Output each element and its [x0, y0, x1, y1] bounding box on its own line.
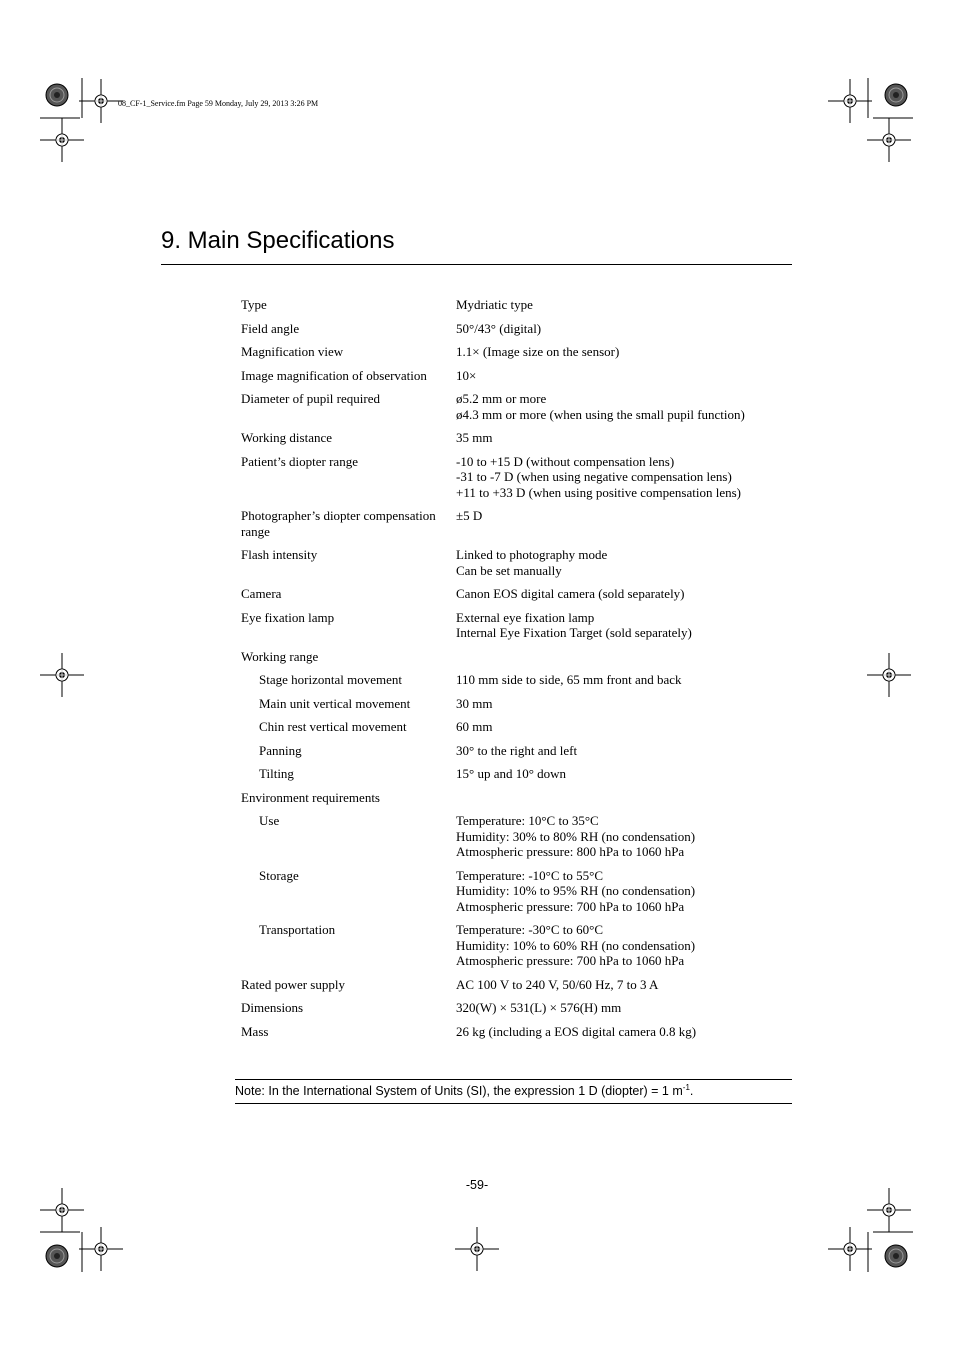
spec-value-line: Linked to photography mode: [456, 547, 608, 562]
spec-value-line: External eye fixation lamp: [456, 609, 595, 625]
spec-label: Stage horizontal movement: [259, 672, 402, 687]
spec-value-line: ø4.3 mm or more (when using the small pupil function): [456, 406, 745, 422]
registration-crosshair-icon: [455, 1227, 499, 1271]
spec-label: Rated power supply: [241, 976, 345, 992]
spec-label: Transportation: [259, 922, 336, 937]
spec-value-line: 50°/43° (digital): [456, 320, 542, 336]
registration-crosshair-icon: [828, 1227, 872, 1271]
spec-label: Working range: [241, 648, 319, 664]
spec-label: Dimensions: [241, 1000, 304, 1015]
registration-crosshair-icon: [79, 1227, 123, 1271]
spec-label: Mass: [241, 1023, 269, 1039]
spec-value-line: 30 mm: [456, 695, 493, 711]
spec-label: Chin rest vertical movement: [259, 719, 407, 734]
spec-value-line: 320(W) × 531(L) × 576(H) mm: [456, 1000, 622, 1015]
registration-crosshair-icon: [40, 653, 84, 697]
spec-label: Eye fixation lamp: [241, 609, 335, 625]
registration-crosshair-icon: [40, 118, 84, 162]
spec-value-line: 35 mm: [456, 430, 493, 445]
spec-label: Photographer’s diopter compensation range: [241, 508, 436, 539]
spec-value-line: Canon EOS digital camera (sold separately): [456, 586, 685, 601]
color-wheel-disc-icon: [885, 1245, 907, 1267]
spec-label: Diameter of pupil required: [241, 391, 380, 406]
note-suffix: .: [689, 1084, 694, 1098]
color-wheel-disc-icon: [46, 1245, 68, 1267]
spec-value-line: -31 to -7 D (when using negative compensation lens): [456, 469, 732, 484]
spec-value-line: Can be set manually: [456, 562, 562, 578]
note-superscript: -1: [682, 1082, 690, 1092]
spec-value-line: Humidity: 10% to 95% RH (no condensation): [456, 883, 696, 898]
spec-label: Environment requirements: [241, 789, 380, 805]
spec-value-line: 110 mm side to side, 65 mm front and back: [456, 672, 682, 687]
spec-label: Working distance: [241, 430, 333, 445]
spec-value-line: 30° to the right and left: [456, 742, 578, 758]
spec-label: Camera: [241, 586, 282, 601]
file-info-header: 08_CF-1_Service.fm Page 59 Monday, July 29, 2013 3:26 PM: [118, 99, 319, 108]
spec-value-line: 26 kg (including a EOS digital camera 0.8 kg): [456, 1023, 697, 1039]
spec-value-line: Humidity: 30% to 80% RH (no condensation): [456, 828, 696, 844]
spec-value-line: Atmospheric pressure: 800 hPa to 1060 hPa: [456, 844, 685, 859]
color-wheel-disc-icon: [885, 84, 907, 106]
crop-mark-lines: [40, 78, 913, 1272]
registration-crosshair-icon: [79, 79, 123, 123]
spec-value-line: 1.1× (Image size on the sensor): [456, 344, 620, 359]
spec-value-line: Temperature: 10°C to 35°C: [456, 813, 599, 828]
spec-label: Patient’s diopter range: [241, 453, 358, 469]
spec-label: Storage: [259, 867, 299, 883]
spec-value-line: AC 100 V to 240 V, 50/60 Hz, 7 to 3 A: [456, 976, 659, 992]
page-title: 9. Main Specifications: [161, 227, 395, 254]
registration-crosshair-icon: [828, 79, 872, 123]
spec-value-line: Atmospheric pressure: 700 hPa to 1060 hPa: [456, 898, 685, 914]
spec-label: Type: [241, 297, 267, 312]
registration-crosshair-icon: [40, 1188, 84, 1232]
spec-value-line: ø5.2 mm or more: [456, 391, 547, 406]
spec-value-line: Atmospheric pressure: 700 hPa to 1060 hPa: [456, 953, 685, 968]
spec-label: Panning: [259, 742, 302, 758]
spec-value-line: 10×: [456, 367, 477, 383]
spec-label: Magnification view: [241, 344, 344, 359]
spec-value-line: Humidity: 10% to 60% RH (no condensation): [456, 937, 696, 953]
spec-value-line: Mydriatic type: [456, 297, 533, 312]
spec-label: Image magnification of observation: [241, 367, 427, 383]
color-wheel-disc-icon: [46, 84, 68, 106]
spec-value-line: Temperature: -10°C to 55°C: [456, 867, 604, 883]
registration-crosshair-icon: [867, 653, 911, 697]
spec-value-line: +11 to +33 D (when using positive compensation lens): [456, 484, 741, 500]
spec-label: Tilting: [259, 766, 294, 781]
spec-value-line: -10 to +15 D (without compensation lens): [456, 453, 675, 469]
spec-label: Use: [259, 813, 280, 828]
spec-label: Flash intensity: [241, 547, 318, 562]
spec-value-line: ±5 D: [456, 508, 483, 523]
spec-value-line: 60 mm: [456, 719, 493, 734]
spec-value-line: Internal Eye Fixation Target (sold separately): [456, 625, 692, 640]
spec-value-line: Temperature: -30°C to 60°C: [456, 922, 604, 937]
spec-label: Field angle: [241, 320, 300, 336]
spec-value-line: 15° up and 10° down: [456, 766, 567, 781]
spec-label: Main unit vertical movement: [259, 695, 411, 711]
note-text: Note: In the International System of Units (SI), the expression 1 D (diopter) = 1 m: [235, 1084, 683, 1098]
registration-crosshair-icon: [867, 1188, 911, 1232]
page-number: -59-: [465, 1178, 489, 1192]
registration-crosshair-icon: [867, 118, 911, 162]
